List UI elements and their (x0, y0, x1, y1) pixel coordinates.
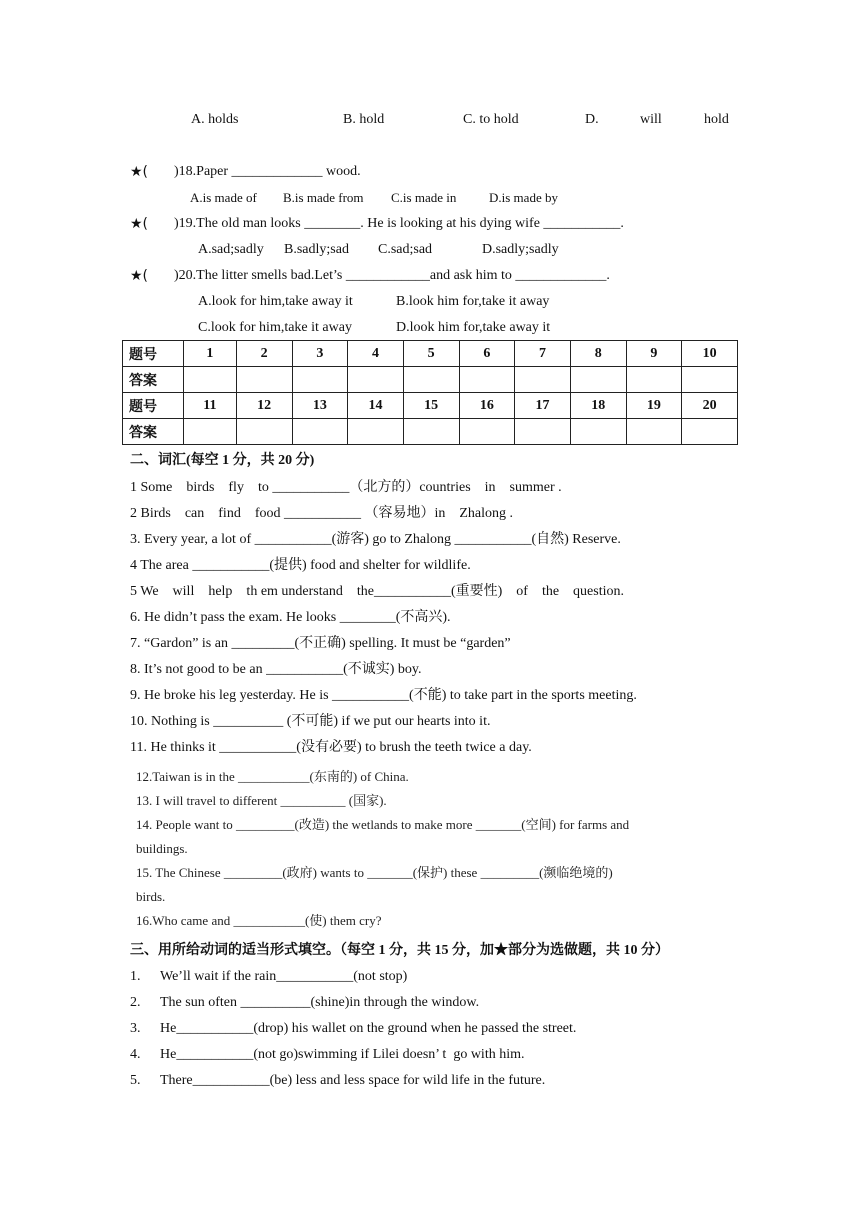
question-number-cell: 19 (626, 393, 682, 419)
table-row (123, 367, 738, 393)
answer-cell[interactable] (515, 419, 571, 445)
answer-cell[interactable] (570, 419, 626, 445)
list-item: He___________(not go)swimming if Lilei doesn’ t go with him. (160, 1047, 525, 1062)
answer-cell[interactable] (348, 367, 404, 393)
q20-stem: )20.The litter smells bad.Let’s ____________and ask him to _____________. (174, 268, 610, 283)
table-row (123, 419, 738, 445)
row-label: 答案 (123, 367, 184, 393)
answer-cell[interactable] (292, 367, 348, 393)
answer-cell[interactable] (459, 419, 515, 445)
list-item: 9. He broke his leg yesterday. He is ___________(不能) to take part in the sports meeting. (130, 688, 637, 703)
answer-cell[interactable] (626, 367, 682, 393)
answer-cell[interactable] (292, 419, 348, 445)
answer-cell[interactable] (459, 367, 515, 393)
list-item: 3. Every year, a lot of ___________(游客) go to Zhalong ___________(自然) Reserve. (130, 532, 621, 547)
list-item: The sun often __________(shine)in through the window. (160, 995, 480, 1010)
answer-table (122, 340, 738, 445)
answer-cell[interactable] (515, 367, 571, 393)
table-row (123, 393, 738, 419)
list-item: We’ll wait if the rain___________(not stop) (160, 969, 408, 984)
list-item: There___________(be) less and less space for wild life in the future. (160, 1073, 546, 1088)
q18-stem: )18.Paper _____________ wood. (174, 164, 361, 179)
list-item: 8. It’s not good to be an ___________(不诚实) boy. (130, 662, 422, 677)
question-number-cell: 16 (459, 393, 515, 419)
q17-option-b: B. hold (343, 112, 385, 127)
answer-cell[interactable] (236, 367, 292, 393)
question-number-cell: 11 (184, 393, 237, 419)
list-item: 4 The area ___________(提供) food and shelter for wildlife. (130, 558, 471, 573)
q17-option-c: C. to hold (463, 112, 519, 127)
question-number-cell: 7 (515, 341, 571, 367)
list-item: 11. He thinks it ___________(没有必要) to brush the teeth twice a day. (130, 740, 532, 755)
answer-cell[interactable] (626, 419, 682, 445)
question-number-cell: 8 (570, 341, 626, 367)
answer-cell[interactable] (570, 367, 626, 393)
row-label: 答案 (123, 419, 184, 445)
list-item-number: 3. (130, 1021, 141, 1036)
list-item-number: 5. (130, 1073, 141, 1088)
q20-option-d: D.look him for,take away it (396, 320, 551, 335)
q19-option-b: B.sadly;sad (284, 242, 349, 257)
question-number-cell: 15 (403, 393, 459, 419)
q17-option-d-word2: hold (704, 112, 729, 127)
question-number-cell: 12 (236, 393, 292, 419)
list-item-number: 1. (130, 969, 141, 984)
list-item: 16.Who came and ___________(使) them cry? (136, 913, 382, 928)
list-item: 6. He didn’t pass the exam. He looks ________(不高兴). (130, 610, 451, 625)
answer-cell[interactable] (184, 367, 237, 393)
answer-cell[interactable] (403, 419, 459, 445)
list-item: 7. “Gardon” is an _________(不正确) spelling. It must be “garden” (130, 636, 511, 651)
question-number-cell: 17 (515, 393, 571, 419)
row-label: 题号 (123, 393, 184, 419)
answer-cell[interactable] (236, 419, 292, 445)
q19-option-d: D.sadly;sadly (482, 242, 559, 257)
question-number-cell: 10 (682, 341, 738, 367)
q20-option-c: C.look for him,take it away (198, 320, 352, 335)
question-number-cell: 3 (292, 341, 348, 367)
question-number-cell: 18 (570, 393, 626, 419)
q19-option-a: A.sad;sadly (198, 242, 264, 257)
question-number-cell: 1 (184, 341, 237, 367)
q19-stem: )19.The old man looks ________. He is looking at his dying wife ___________. (174, 216, 624, 231)
star-icon: ★( (130, 268, 149, 284)
star-icon: ★( (130, 216, 149, 232)
row-label: 题号 (123, 341, 184, 367)
list-item: 2 Birds can find food ___________ （容易地）in Zhalong . (130, 506, 514, 521)
list-item: 5 We will help th em understand the___________(重要性) of the question. (130, 584, 624, 599)
q17-option-d-word1: will (640, 112, 662, 127)
q17-option-d-label: D. (585, 112, 599, 127)
q18-option-c: C.is made in (391, 190, 457, 205)
question-number-cell: 9 (626, 341, 682, 367)
answer-cell[interactable] (403, 367, 459, 393)
q18-option-d: D.is made by (489, 190, 558, 205)
list-item-number: 2. (130, 995, 141, 1010)
list-item: birds. (136, 889, 166, 904)
list-item: 14. People want to _________(改造) the wetlands to make more _______(空间) for farms and (136, 817, 630, 832)
list-item: 12.Taiwan is in the ___________(东南的) of China. (136, 769, 409, 784)
q20-marker (130, 266, 148, 287)
answer-cell[interactable] (682, 419, 738, 445)
question-number-cell: 4 (348, 341, 404, 367)
question-number-cell: 13 (292, 393, 348, 419)
list-item: 13. I will travel to different __________ (国家). (136, 793, 387, 808)
list-item: buildings. (136, 841, 188, 856)
list-item: He___________(drop) his wallet on the ground when he passed the street. (160, 1021, 577, 1036)
table-row (123, 341, 738, 367)
question-number-cell: 2 (236, 341, 292, 367)
q17-option-a: A. holds (191, 112, 239, 127)
answer-cell[interactable] (184, 419, 237, 445)
q20-option-b: B.look him for,take it away (396, 294, 550, 309)
q19-option-c: C.sad;sad (378, 242, 433, 257)
list-item: 15. The Chinese _________(政府) wants to _______(保护) these _________(濒临绝境的) (136, 865, 613, 880)
list-item: 10. Nothing is __________ (不可能) if we put our hearts into it. (130, 714, 491, 729)
q18-marker (130, 162, 148, 183)
answer-cell[interactable] (682, 367, 738, 393)
question-number-cell: 5 (403, 341, 459, 367)
section3-title: 三、用所给动词的适当形式填空。（每空 1 分，共 15 分，加★部分为选做题，共 10 分） (130, 943, 669, 958)
list-item: 1 Some birds fly to ___________（北方的）countries in summer . (130, 480, 562, 495)
q18-option-b: B.is made from (283, 190, 364, 205)
q18-option-a: A.is made of (190, 190, 257, 205)
star-icon: ★( (130, 164, 149, 180)
question-number-cell: 6 (459, 341, 515, 367)
answer-cell[interactable] (348, 419, 404, 445)
q20-option-a: A.look for him,take away it (198, 294, 353, 309)
question-number-cell: 14 (348, 393, 404, 419)
q19-marker (130, 214, 148, 235)
list-item-number: 4. (130, 1047, 141, 1062)
section2-title: 二、词汇(每空 1 分，共 20 分) (130, 453, 315, 468)
question-number-cell: 20 (682, 393, 738, 419)
